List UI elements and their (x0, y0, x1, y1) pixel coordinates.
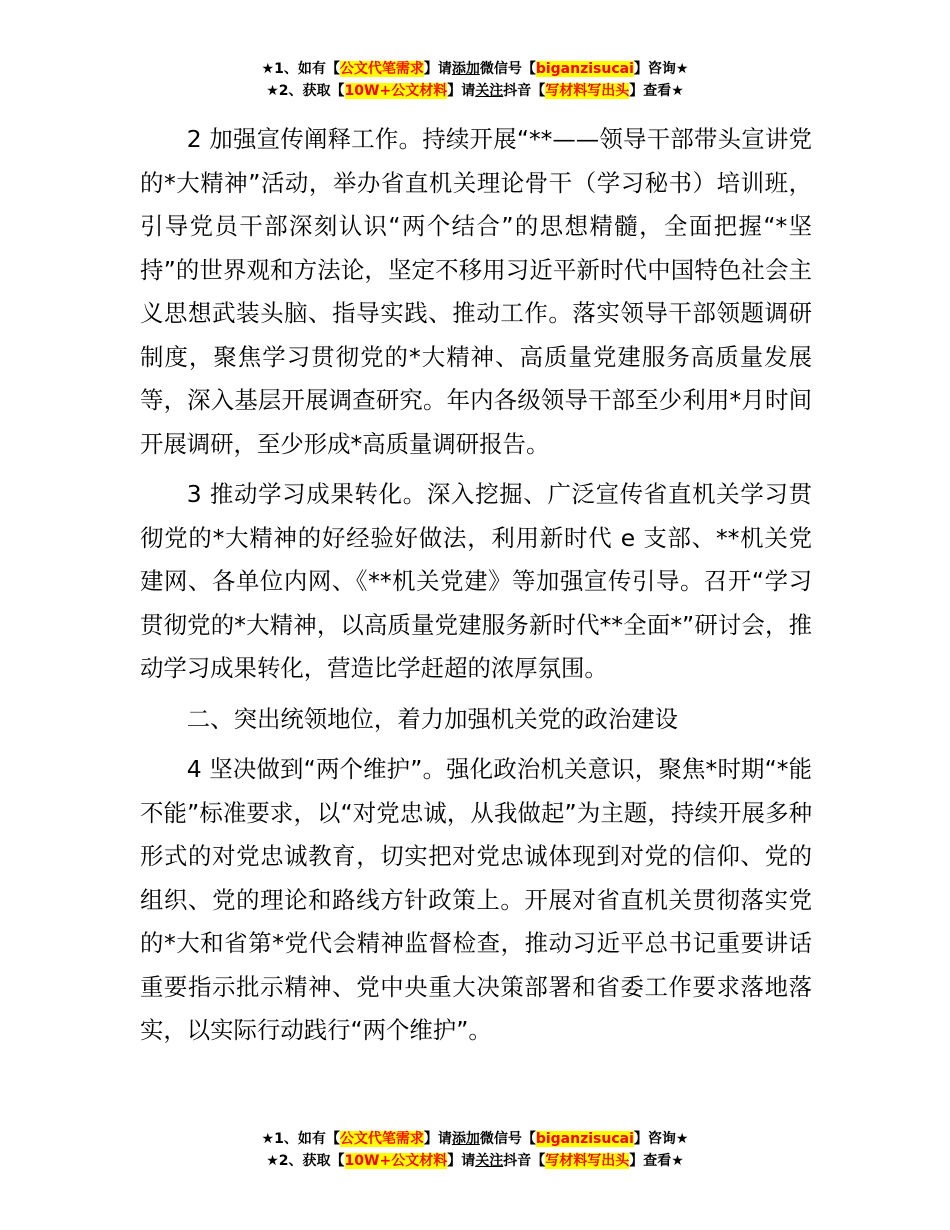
banner-text: 抖音【 (503, 83, 546, 99)
paragraph-2: 2 加强宣传阐释工作。持续开展“**——领导干部带头宣讲党的*大精神”活动，举办省直机关理论骨干（学习秘书）培训班，引导党员干部深刻认识“两个结合”的思想精髓，全面把握“*坚持”的世界观和方法论，坚定不移用习近平新时代中国特色社会主义思想武装头脑、指导实践、推动工作。落实领导干部领题调研制度，聚焦学习贯彻党的*大精神、高质量党建服务高质量发展等，深入基层开展调查研究。年内各级领导干部至少利用*月时间开展调研，至少形成*高质量调研报告。 (140, 125, 812, 458)
banner-text: 2、获取【 (278, 1153, 345, 1169)
paragraph-4: 4 坚决做到“两个维护”。强化政治机关意识，聚焦*时期“*能不能”标准要求，以“对党忠诚，从我做起”为主题，持续开展多种形式的对党忠诚教育，切实把对党忠诚体现到对党的信仰、党的组织、党的理论和路线方针政策上。开展对省直机关贯彻落实党的*大和省第*党代会精神监督检查，推动习近平总书记重要讲话重要指示批示精神、党中央重大决策部署和省委工作要求落地落实，以实际行动践行“两个维护”。 (140, 755, 812, 1044)
banner-text: 1、如有【 (274, 61, 340, 77)
banner-text: 】请 (447, 1153, 476, 1169)
highlight-service: 公文代笔需求 (339, 61, 424, 77)
document-body (140, 118, 812, 1060)
banner-text: 抖音【 (503, 1153, 546, 1169)
banner-text: 1、如有【 (274, 1131, 340, 1147)
section-heading-2: 二、突出统领地位，着力加强机关党的政治建设 (186, 704, 678, 733)
highlight-wechat-id: biganzisucai (535, 1131, 634, 1147)
banner-line-2 (0, 80, 950, 102)
banner-text: 】请 (423, 1131, 452, 1147)
banner-text: 微信号【 (479, 1131, 536, 1147)
header-banner (0, 58, 950, 102)
banner-text: 】查看★ (629, 83, 684, 99)
banner-emphasis: 关注 (475, 1153, 504, 1169)
footer-banner (0, 1128, 950, 1172)
star-icon: ★ (261, 61, 275, 77)
highlight-douyin: 写材料写出头 (545, 83, 630, 99)
banner-text: 】查看★ (629, 1153, 684, 1169)
paragraph-3: 3 推动学习成果转化。深入挖掘、广泛宣传省直机关学习贯彻党的*大精神的好经验好做法，利用新时代 e 支部、**机关党建网、各单位内网、《**机关党建》等加强宣传引导。召开“学习贯彻党的*大精神，以高质量党建服务新时代**全面*”研讨会，推动学习成果转化，营造比学赶超的浓厚氛围。 (140, 480, 812, 682)
banner-line-1 (0, 58, 950, 80)
banner-emphasis: 添加 (451, 1131, 480, 1147)
highlight-materials: 10W+公文材料 (344, 1153, 448, 1169)
highlight-materials: 10W+公文材料 (344, 83, 448, 99)
banner-emphasis: 关注 (475, 83, 504, 99)
banner-text: 】请 (447, 83, 476, 99)
banner-text: 】咨询★ (633, 61, 689, 77)
highlight-douyin: 写材料写出头 (545, 1153, 630, 1169)
highlight-service: 公文代笔需求 (339, 1131, 424, 1147)
star-icon: ★ (266, 1153, 279, 1169)
banner-text: 2、获取【 (278, 83, 345, 99)
banner-line-1 (0, 1128, 950, 1150)
banner-emphasis: 添加 (451, 61, 480, 77)
banner-text: 】请 (423, 61, 452, 77)
star-icon: ★ (261, 1131, 275, 1147)
highlight-wechat-id: biganzisucai (535, 61, 634, 77)
star-icon: ★ (266, 83, 279, 99)
banner-text: 微信号【 (479, 61, 536, 77)
banner-line-2 (0, 1150, 950, 1172)
banner-text: 】咨询★ (633, 1131, 689, 1147)
